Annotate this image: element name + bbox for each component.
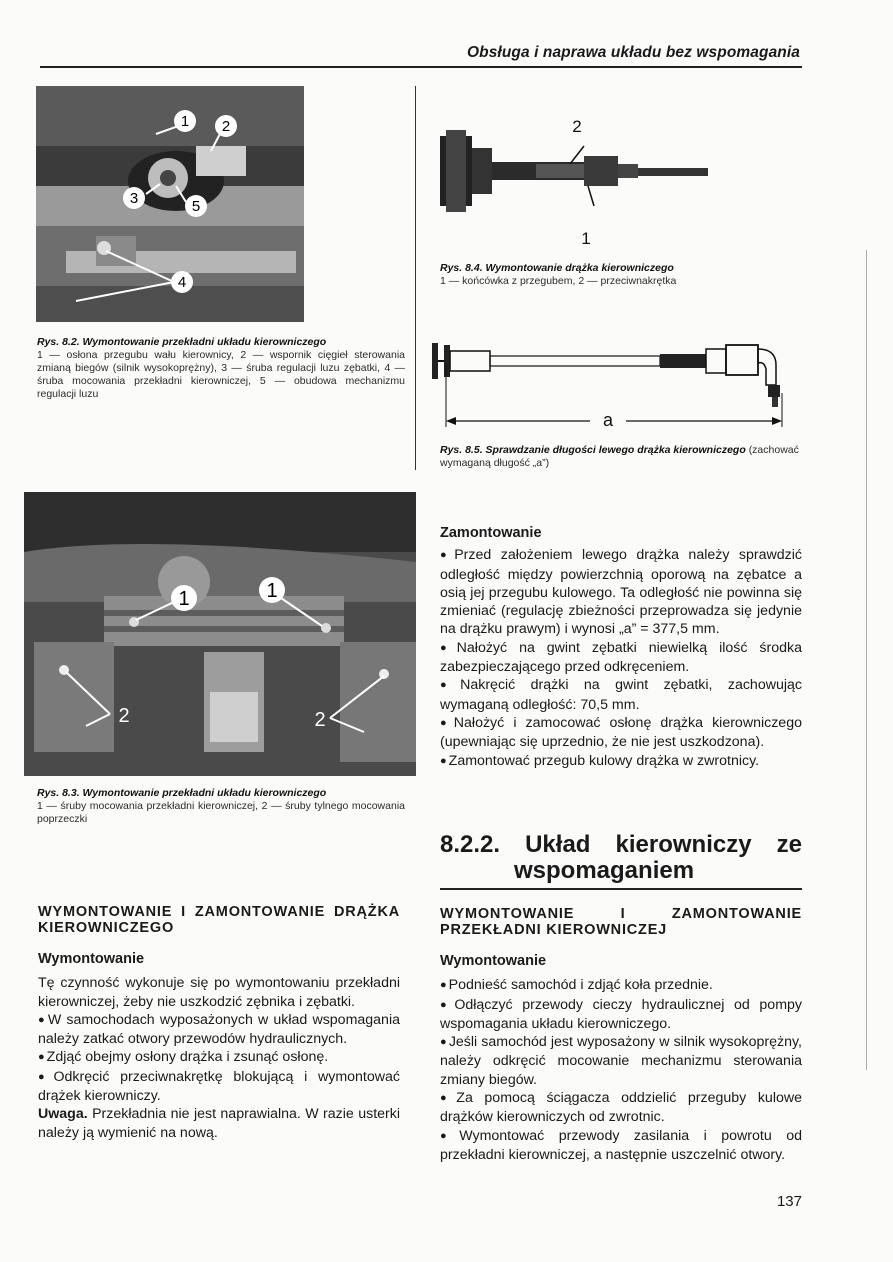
fig84-drawing (436, 108, 736, 258)
fig82-caption-title: Rys. 8.2. Wymontowanie przekładni układu kierowniczego (37, 336, 327, 348)
note-text: Przekładnia nie jest naprawialna. W razie usterki należy ją wymienić na nową. (38, 1106, 400, 1141)
fig83-callout-1a: 1 (178, 588, 190, 610)
fig82-callout-2: 2 (221, 118, 231, 135)
fig83-callout-2a: 2 (118, 705, 130, 727)
fig84-callout-1: 1 (581, 229, 591, 248)
fig82-callout-5: 5 (191, 198, 201, 215)
page-number: 137 (776, 1193, 802, 1210)
right-bullet-2: ● Wymontować przewody zasilania i powrotu od przekładni kierowniczej, a następnie uszczelnić otwory. (440, 1127, 802, 1165)
right-bullet: ● Nałożyć i zamocować osłonę drążka kierowniczego (upewniając się uprzednio, że nie jest uszkodzona). (440, 714, 802, 752)
fig82-callout-4: 4 (177, 274, 187, 291)
fig85-caption (440, 444, 802, 470)
fig82-callout-1: 1 (180, 113, 190, 130)
fig84-callout-2: 2 (572, 117, 582, 136)
left-subheading: Wymontowanie (38, 951, 145, 967)
column-divider (415, 86, 416, 470)
left-column (38, 904, 400, 1142)
right-bullet: ● Zamontować przegub kulowy drążka w zwrotnicy. (440, 752, 802, 771)
left-note (38, 1105, 400, 1142)
fig82-photo (36, 86, 304, 322)
fig85-dimension-label: a (602, 410, 614, 430)
right-bullet-2: ● Podnieść samochód i zdjąć koła przednie. (440, 976, 802, 995)
fig82-caption-text: 1 — osłona przegubu wału kierownicy, 2 — wspornik cięgieł sterowania zmianą biegów (silnik wysokoprężny), 3 — śruba regulacji luzu zębatki, 4 — śruba mocowania przekładni kierowniczej, 5 — obudowa mechanizmu regulacji luzu (37, 349, 405, 400)
section-number: 8.2.2. (440, 831, 501, 858)
right-bullet-2: ● Za pomocą ściągacza oddzielić przeguby kulowe drążków kierowniczych od zwrotnic. (440, 1089, 802, 1127)
right-column-top (440, 524, 802, 771)
right-subheading-2: Wymontowanie (440, 953, 547, 969)
section-line-2: wspomaganiem (514, 857, 695, 884)
left-bullet: ● Zdjąć obejmy osłony drążka i zsunąć osłonę. (38, 1048, 400, 1067)
left-bullet: ● Odkręcić przeciwnakrętkę blokującą i wymontować drążek kierowniczy. (38, 1068, 400, 1106)
running-header: Obsługa i naprawa układu bez wspomagania (466, 44, 800, 61)
fig85-caption-text: (zachować wymaganą długość „a”) (440, 444, 799, 469)
fig82-caption (37, 336, 405, 401)
section-rule (440, 888, 802, 890)
right-bullet-2: ● Odłączyć przewody cieczy hydraulicznej od pompy wspomagania układu kierowniczego. (440, 996, 802, 1034)
fig85-drawing (430, 335, 802, 435)
fig84-caption-text: 1 — końcówka z przegubem, 2 — przeciwnakrętka (440, 275, 677, 287)
fig82-callout-3: 3 (129, 190, 139, 207)
right-column-bottom (440, 906, 802, 1164)
right-bullet-2: ● Jeśli samochód jest wyposażony w silnik wysokoprężny, należy odkręcić mocowanie mechanizmu sterowania zmiany biegów. (440, 1033, 802, 1089)
fig84-caption-title: Rys. 8.4. Wymontowanie drążka kierowniczego (440, 262, 674, 274)
right-bullet: ● Przed założeniem lewego drążka należy sprawdzić odległość między powierzchnią oporową na zębatce a osią jej przegubu kulowego. Ta odległość nie powinna się zmieniać (regulację zbieżności przeprowadza się jedynie na drążku prawym) i wynosi „a” = 377,5 mm. (440, 546, 802, 638)
section-word-1: Układ (525, 831, 591, 858)
section-heading-822 (440, 832, 802, 884)
fig83-caption (37, 787, 405, 826)
fig83-callout-1b: 1 (266, 580, 278, 602)
section-word-3: ze (776, 831, 802, 858)
header-rule (40, 66, 802, 68)
right-bullet: ● Nakręcić drążki na gwint zębatki, zachowując wymaganą odległość: 70,5 mm. (440, 676, 802, 714)
note-label: Uwaga. (38, 1106, 88, 1123)
left-bullet: ● W samochodach wyposażonych w układ wspomagania należy zatkać otwory przewodów hydraulicznych. (38, 1011, 400, 1049)
left-section-heading: WYMONTOWANIE I ZAMONTOWANIE DRĄŻKA KIEROWNICZEGO (38, 904, 400, 936)
fig83-caption-text: 1 — śruby mocowania przekładni kierowniczej, 2 — śruby tylnego mocowania poprzeczki (37, 800, 405, 825)
fig85-caption-title: Rys. 8.5. Sprawdzanie długości lewego drążka kierowniczego (440, 444, 746, 456)
left-paragraph: Tę czynność wykonuje się po wymontowaniu przekładni kierowniczej, żeby nie uszkodzić zębnika i zębatki. (38, 975, 400, 1010)
page-edge-line (866, 250, 867, 1070)
right-subheading: Zamontowanie (440, 525, 542, 541)
right-section-heading: WYMONTOWANIE I ZAMONTOWANIE PRZEKŁADNI KIEROWNICZEJ (440, 906, 802, 938)
fig83-callout-2b: 2 (314, 709, 326, 731)
section-word-2: kierowniczy (615, 831, 752, 858)
fig83-photo (24, 492, 416, 776)
fig84-caption (440, 262, 802, 288)
right-bullet: ● Nałożyć na gwint zębatki niewielką ilość środka zabezpieczającego przed odkręceniem. (440, 639, 802, 677)
fig83-caption-title: Rys. 8.3. Wymontowanie przekładni układu kierowniczego (37, 787, 327, 799)
